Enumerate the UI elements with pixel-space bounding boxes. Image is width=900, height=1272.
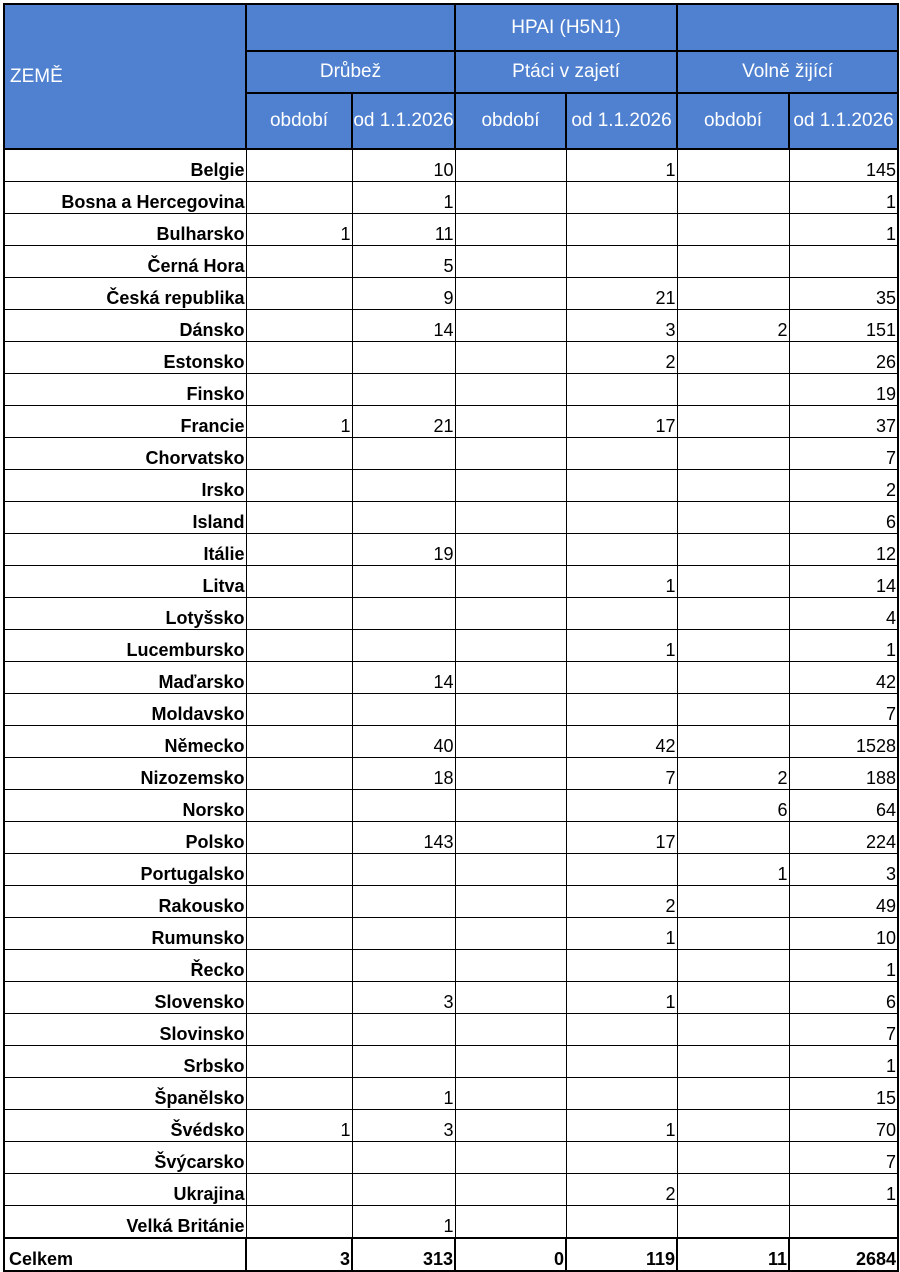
- value-cell: [352, 918, 455, 950]
- country-name-cell: Slovensko: [4, 982, 246, 1014]
- value-cell: [566, 438, 677, 470]
- value-cell: [566, 694, 677, 726]
- value-cell: [566, 374, 677, 406]
- value-cell: 2: [566, 886, 677, 918]
- hpai-table-container: [3, 3, 897, 1272]
- value-cell: 1: [246, 406, 352, 438]
- value-cell: 1: [566, 149, 677, 182]
- category-header-wild-birds: Volně žijící: [677, 51, 898, 93]
- value-cell: 2: [677, 310, 789, 342]
- value-cell: 15: [789, 1078, 898, 1110]
- value-cell: [455, 406, 566, 438]
- value-cell: [455, 1174, 566, 1206]
- value-cell: [352, 1046, 455, 1078]
- table-row: [4, 790, 898, 822]
- table-row: [4, 534, 898, 566]
- value-cell: 1: [789, 214, 898, 246]
- value-cell: [352, 342, 455, 374]
- value-cell: [677, 374, 789, 406]
- value-cell: [352, 470, 455, 502]
- value-cell: [566, 470, 677, 502]
- value-cell: [246, 1174, 352, 1206]
- value-cell: [677, 950, 789, 982]
- value-cell: [455, 438, 566, 470]
- value-cell: [352, 854, 455, 886]
- value-cell: [246, 822, 352, 854]
- table-row: [4, 886, 898, 918]
- country-name-cell: Francie: [4, 406, 246, 438]
- value-cell: 7: [789, 1014, 898, 1046]
- table-row: [4, 278, 898, 310]
- category-header-poultry: Drůbež: [246, 51, 455, 93]
- country-name-cell: Rumunsko: [4, 918, 246, 950]
- value-cell: 4: [789, 598, 898, 630]
- total-cell: 313: [352, 1238, 455, 1271]
- value-cell: [246, 950, 352, 982]
- country-name-cell: Ukrajina: [4, 1174, 246, 1206]
- value-cell: [677, 1142, 789, 1174]
- value-cell: [455, 1046, 566, 1078]
- value-cell: 26: [789, 342, 898, 374]
- value-cell: 1: [352, 1078, 455, 1110]
- value-cell: 5: [352, 246, 455, 278]
- value-cell: [352, 502, 455, 534]
- country-name-cell: Německo: [4, 726, 246, 758]
- value-cell: [566, 598, 677, 630]
- value-cell: 3: [789, 854, 898, 886]
- value-cell: [455, 374, 566, 406]
- country-name-cell: Irsko: [4, 470, 246, 502]
- value-cell: 1: [789, 630, 898, 662]
- country-name-cell: Finsko: [4, 374, 246, 406]
- value-cell: [455, 1142, 566, 1174]
- value-cell: [789, 1206, 898, 1239]
- country-name-cell: Švýcarsko: [4, 1142, 246, 1174]
- value-cell: [789, 246, 898, 278]
- table-row: [4, 406, 898, 438]
- country-name-cell: Island: [4, 502, 246, 534]
- country-name-cell: Moldavsko: [4, 694, 246, 726]
- value-cell: [677, 726, 789, 758]
- value-cell: [352, 790, 455, 822]
- value-cell: [246, 886, 352, 918]
- value-cell: 19: [352, 534, 455, 566]
- country-name-cell: Česká republika: [4, 278, 246, 310]
- value-cell: [246, 566, 352, 598]
- value-cell: 10: [789, 918, 898, 950]
- value-cell: [677, 1174, 789, 1206]
- value-cell: [677, 342, 789, 374]
- table-row: [4, 950, 898, 982]
- value-cell: [566, 502, 677, 534]
- value-cell: 1528: [789, 726, 898, 758]
- value-cell: 6: [789, 982, 898, 1014]
- country-name-cell: Litva: [4, 566, 246, 598]
- country-name-cell: Lotyšsko: [4, 598, 246, 630]
- value-cell: 14: [352, 662, 455, 694]
- group-header-blank-right: [677, 4, 898, 51]
- value-cell: [352, 598, 455, 630]
- value-cell: [455, 278, 566, 310]
- value-cell: 1: [352, 182, 455, 214]
- value-cell: 14: [352, 310, 455, 342]
- value-cell: 6: [677, 790, 789, 822]
- table-row: [4, 502, 898, 534]
- table-row: [4, 1110, 898, 1142]
- value-cell: [566, 182, 677, 214]
- table-row: [4, 1206, 898, 1239]
- value-cell: [455, 149, 566, 182]
- value-cell: 1: [566, 918, 677, 950]
- subheader-period: období: [246, 93, 352, 149]
- value-cell: 42: [566, 726, 677, 758]
- table-row: [4, 598, 898, 630]
- value-cell: 1: [789, 1174, 898, 1206]
- value-cell: [455, 630, 566, 662]
- value-cell: [352, 374, 455, 406]
- value-cell: [455, 950, 566, 982]
- value-cell: [677, 214, 789, 246]
- country-name-cell: Bulharsko: [4, 214, 246, 246]
- value-cell: [566, 1078, 677, 1110]
- table-row: [4, 1078, 898, 1110]
- value-cell: [566, 790, 677, 822]
- value-cell: [677, 630, 789, 662]
- country-name-cell: Švédsko: [4, 1110, 246, 1142]
- subheader-since-date: od 1.1.2026: [352, 93, 455, 149]
- value-cell: 2: [566, 342, 677, 374]
- value-cell: [455, 854, 566, 886]
- value-cell: 70: [789, 1110, 898, 1142]
- value-cell: [246, 662, 352, 694]
- country-name-cell: Lucembursko: [4, 630, 246, 662]
- table-header: [4, 4, 898, 149]
- value-cell: [455, 790, 566, 822]
- value-cell: [677, 598, 789, 630]
- value-cell: [455, 1110, 566, 1142]
- value-cell: [677, 534, 789, 566]
- value-cell: 2: [677, 758, 789, 790]
- value-cell: 7: [566, 758, 677, 790]
- value-cell: [352, 630, 455, 662]
- value-cell: [246, 310, 352, 342]
- value-cell: [455, 246, 566, 278]
- value-cell: [246, 1046, 352, 1078]
- table-row: [4, 470, 898, 502]
- value-cell: 1: [566, 566, 677, 598]
- value-cell: [455, 982, 566, 1014]
- value-cell: 35: [789, 278, 898, 310]
- value-cell: 1: [352, 1206, 455, 1239]
- hpai-outbreak-table: [3, 3, 899, 1272]
- value-cell: [455, 214, 566, 246]
- value-cell: 2: [566, 1174, 677, 1206]
- value-cell: [246, 470, 352, 502]
- value-cell: [246, 918, 352, 950]
- value-cell: 37: [789, 406, 898, 438]
- table-row: [4, 1014, 898, 1046]
- value-cell: [352, 1142, 455, 1174]
- value-cell: [677, 566, 789, 598]
- value-cell: 7: [789, 438, 898, 470]
- value-cell: [246, 982, 352, 1014]
- total-cell: 11: [677, 1238, 789, 1271]
- country-name-cell: Dánsko: [4, 310, 246, 342]
- value-cell: 21: [352, 406, 455, 438]
- country-name-cell: Portugalsko: [4, 854, 246, 886]
- group-header-blank-left: [246, 4, 455, 51]
- value-cell: [352, 438, 455, 470]
- value-cell: [455, 342, 566, 374]
- value-cell: [352, 950, 455, 982]
- value-cell: [677, 982, 789, 1014]
- table-row: [4, 694, 898, 726]
- value-cell: [246, 630, 352, 662]
- value-cell: [566, 1014, 677, 1046]
- value-cell: 151: [789, 310, 898, 342]
- value-cell: [455, 758, 566, 790]
- value-cell: 3: [352, 1110, 455, 1142]
- value-cell: [352, 694, 455, 726]
- value-cell: [677, 502, 789, 534]
- table-row: [4, 310, 898, 342]
- value-cell: [566, 246, 677, 278]
- value-cell: 10: [352, 149, 455, 182]
- value-cell: 17: [566, 822, 677, 854]
- country-name-cell: Estonsko: [4, 342, 246, 374]
- value-cell: [566, 854, 677, 886]
- value-cell: [455, 470, 566, 502]
- table-row: [4, 1174, 898, 1206]
- subheader-since-date: od 1.1.2026: [789, 93, 898, 149]
- value-cell: [246, 1206, 352, 1239]
- value-cell: 145: [789, 149, 898, 182]
- value-cell: [352, 1174, 455, 1206]
- value-cell: 1: [677, 854, 789, 886]
- group-header-title: HPAI (H5N1): [455, 4, 677, 51]
- table-row: [4, 982, 898, 1014]
- value-cell: 1: [789, 950, 898, 982]
- value-cell: [455, 886, 566, 918]
- country-name-cell: Slovinsko: [4, 1014, 246, 1046]
- country-name-cell: Norsko: [4, 790, 246, 822]
- value-cell: [455, 662, 566, 694]
- value-cell: [677, 182, 789, 214]
- value-cell: 17: [566, 406, 677, 438]
- table-body: [4, 149, 898, 1238]
- country-name-cell: Řecko: [4, 950, 246, 982]
- table-row: [4, 342, 898, 374]
- value-cell: [566, 1142, 677, 1174]
- value-cell: [246, 1078, 352, 1110]
- value-cell: [455, 694, 566, 726]
- value-cell: [677, 918, 789, 950]
- value-cell: 3: [566, 310, 677, 342]
- value-cell: [246, 1142, 352, 1174]
- value-cell: [677, 662, 789, 694]
- value-cell: [246, 598, 352, 630]
- country-name-cell: Chorvatsko: [4, 438, 246, 470]
- total-cell: 3: [246, 1238, 352, 1271]
- value-cell: 224: [789, 822, 898, 854]
- value-cell: [455, 566, 566, 598]
- value-cell: [455, 534, 566, 566]
- value-cell: [566, 662, 677, 694]
- value-cell: 7: [789, 1142, 898, 1174]
- table-row: [4, 438, 898, 470]
- value-cell: 18: [352, 758, 455, 790]
- country-name-cell: Bosna a Hercegovina: [4, 182, 246, 214]
- value-cell: [246, 694, 352, 726]
- table-row: [4, 854, 898, 886]
- table-row: [4, 214, 898, 246]
- value-cell: 6: [789, 502, 898, 534]
- table-row: [4, 149, 898, 182]
- value-cell: [246, 149, 352, 182]
- value-cell: 12: [789, 534, 898, 566]
- table-row: [4, 758, 898, 790]
- table-row: [4, 566, 898, 598]
- table-row: [4, 374, 898, 406]
- value-cell: 14: [789, 566, 898, 598]
- value-cell: 49: [789, 886, 898, 918]
- value-cell: 40: [352, 726, 455, 758]
- table-row: [4, 246, 898, 278]
- table-row: [4, 630, 898, 662]
- value-cell: [455, 1206, 566, 1239]
- subheader-period: období: [455, 93, 566, 149]
- value-cell: [455, 182, 566, 214]
- country-name-cell: Polsko: [4, 822, 246, 854]
- value-cell: [677, 149, 789, 182]
- value-cell: [246, 790, 352, 822]
- value-cell: [246, 726, 352, 758]
- value-cell: [455, 1078, 566, 1110]
- subheader-since-date: od 1.1.2026: [566, 93, 677, 149]
- value-cell: [455, 598, 566, 630]
- table-row: [4, 1046, 898, 1078]
- value-cell: [677, 1046, 789, 1078]
- country-name-cell: Španělsko: [4, 1078, 246, 1110]
- country-name-cell: Srbsko: [4, 1046, 246, 1078]
- subheader-period: období: [677, 93, 789, 149]
- value-cell: 1: [566, 982, 677, 1014]
- country-name-cell: Černá Hora: [4, 246, 246, 278]
- value-cell: [566, 214, 677, 246]
- table-row: [4, 726, 898, 758]
- value-cell: 21: [566, 278, 677, 310]
- value-cell: 3: [352, 982, 455, 1014]
- value-cell: 64: [789, 790, 898, 822]
- table-row: [4, 182, 898, 214]
- country-name-cell: Velká Británie: [4, 1206, 246, 1239]
- value-cell: [352, 566, 455, 598]
- value-cell: 1: [566, 1110, 677, 1142]
- value-cell: [246, 374, 352, 406]
- value-cell: [455, 822, 566, 854]
- total-cell: 2684: [789, 1238, 898, 1271]
- value-cell: [677, 1078, 789, 1110]
- value-cell: [455, 502, 566, 534]
- value-cell: [246, 502, 352, 534]
- value-cell: [246, 438, 352, 470]
- value-cell: 19: [789, 374, 898, 406]
- total-cell: 0: [455, 1238, 566, 1271]
- value-cell: [677, 246, 789, 278]
- value-cell: [455, 310, 566, 342]
- value-cell: [677, 1110, 789, 1142]
- value-cell: [677, 694, 789, 726]
- value-cell: [246, 758, 352, 790]
- value-cell: [677, 470, 789, 502]
- value-cell: [677, 822, 789, 854]
- value-cell: [566, 534, 677, 566]
- value-cell: [677, 438, 789, 470]
- value-cell: 2: [789, 470, 898, 502]
- value-cell: [566, 1046, 677, 1078]
- country-name-cell: Rakousko: [4, 886, 246, 918]
- value-cell: [566, 950, 677, 982]
- value-cell: [246, 1014, 352, 1046]
- value-cell: 11: [352, 214, 455, 246]
- value-cell: [246, 854, 352, 886]
- value-cell: [352, 1014, 455, 1046]
- total-row: [4, 1238, 898, 1271]
- value-cell: [677, 406, 789, 438]
- value-cell: [455, 918, 566, 950]
- value-cell: [677, 278, 789, 310]
- value-cell: 188: [789, 758, 898, 790]
- value-cell: 42: [789, 662, 898, 694]
- value-cell: 1: [789, 182, 898, 214]
- value-cell: 1: [566, 630, 677, 662]
- table-row: [4, 918, 898, 950]
- value-cell: [455, 726, 566, 758]
- value-cell: 1: [246, 1110, 352, 1142]
- value-cell: [246, 246, 352, 278]
- total-cell: 119: [566, 1238, 677, 1271]
- total-label: Celkem: [4, 1238, 246, 1271]
- value-cell: 1: [246, 214, 352, 246]
- value-cell: [246, 278, 352, 310]
- country-name-cell: Maďarsko: [4, 662, 246, 694]
- country-name-cell: Itálie: [4, 534, 246, 566]
- value-cell: 7: [789, 694, 898, 726]
- value-cell: [455, 1014, 566, 1046]
- value-cell: 143: [352, 822, 455, 854]
- value-cell: [246, 182, 352, 214]
- value-cell: [677, 1206, 789, 1239]
- value-cell: [352, 886, 455, 918]
- value-cell: [566, 1206, 677, 1239]
- table-row: [4, 1142, 898, 1174]
- country-column-header: ZEMĚ: [4, 4, 246, 149]
- value-cell: 1: [789, 1046, 898, 1078]
- category-header-captive-birds: Ptáci v zajetí: [455, 51, 677, 93]
- country-name-cell: Nizozemsko: [4, 758, 246, 790]
- value-cell: [677, 1014, 789, 1046]
- value-cell: [246, 342, 352, 374]
- value-cell: [246, 534, 352, 566]
- value-cell: 9: [352, 278, 455, 310]
- table-row: [4, 662, 898, 694]
- table-row: [4, 822, 898, 854]
- value-cell: [677, 886, 789, 918]
- country-name-cell: Belgie: [4, 149, 246, 182]
